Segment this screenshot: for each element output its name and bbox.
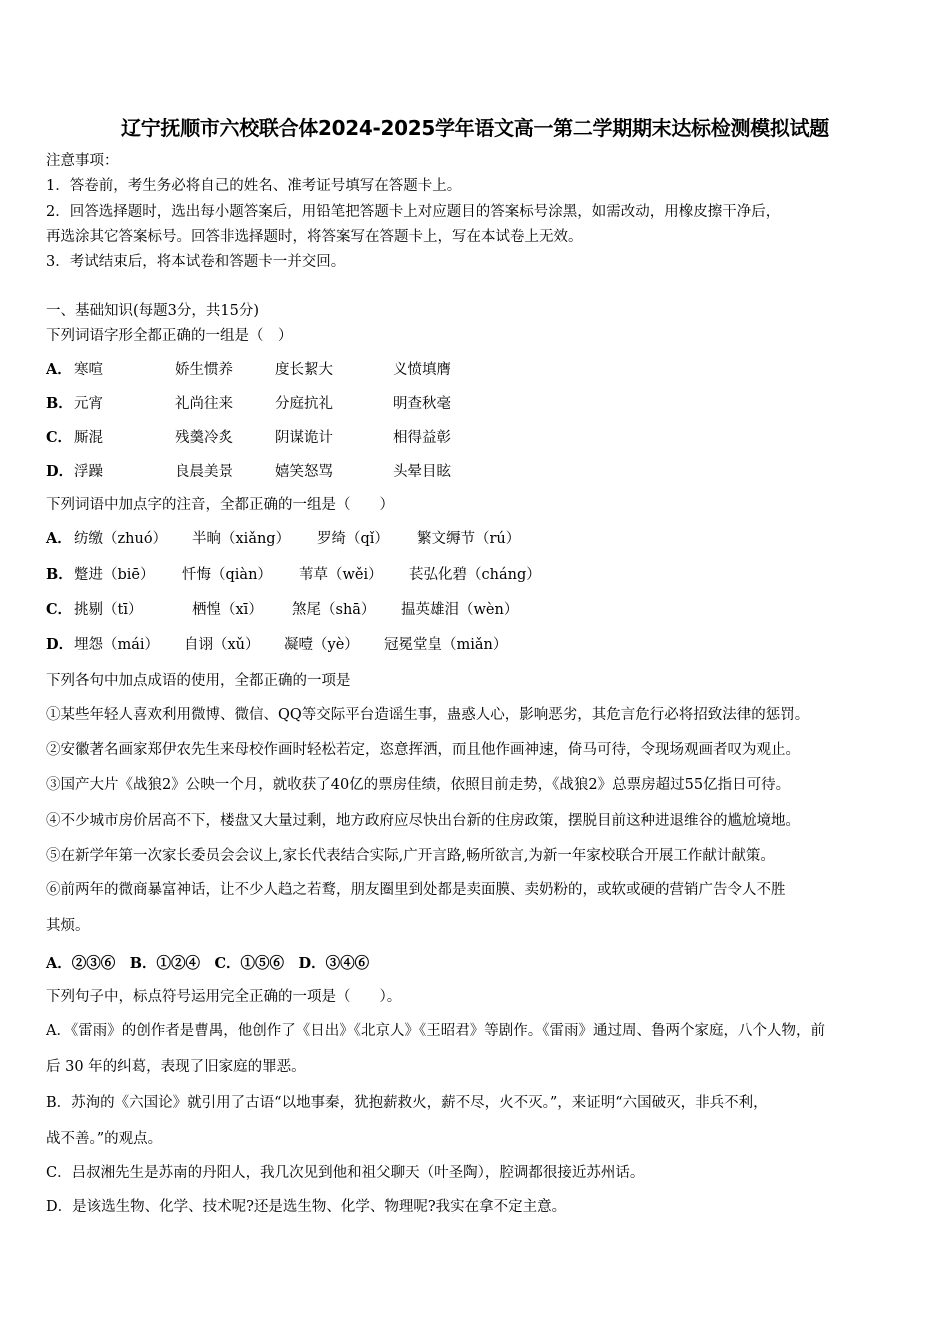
- option-label: D．: [46, 636, 74, 653]
- option-word: 嬉笑怒骂: [275, 464, 333, 480]
- notice-item: 2．回答选择题时，选出每小题答案后，用铅笔把答题卡上对应题目的答案标号涂黑，如需改动，用橡皮擦干净后，: [46, 204, 781, 220]
- q4-line: D．是该选生物、化学、技术呢?还是选生物、化学、物理呢?我实在拿不定主意。: [46, 1199, 567, 1215]
- q4-line: B．苏洵的《六国论》就引用了古语“以地事秦，犹抱薪救火，薪不尽，火不灭。”，来证明“六国破灭，非兵不利，: [46, 1095, 768, 1111]
- option-word: 相得益彰: [393, 430, 451, 446]
- option-item: 凝噎（yè）: [284, 637, 359, 653]
- option-item: 半晌（xiǎng）: [192, 531, 291, 547]
- option-word: 厮混: [74, 430, 103, 446]
- section-heading: 一、基础知识(每题3分，共15分): [46, 303, 259, 319]
- option-item: 蹩进（biē）: [74, 567, 155, 583]
- option-word: 阴谋诡计: [275, 430, 333, 446]
- q3-sentence: 其烦。: [46, 918, 90, 934]
- option-item: 自诩（xǔ）: [184, 637, 260, 653]
- q4-line: A．《雷雨》的创作者是曹禺，他创作了《日出》《北京人》《王昭君》等剧作。《雷雨》通过周、鲁两个家庭，八个人物，前: [46, 1023, 825, 1039]
- q3-answer-options: A．②③⑥ B．①②④ C．①⑤⑥ D．③④⑥: [46, 955, 370, 972]
- option-item: 挑剔（tī）: [74, 602, 143, 618]
- q3-sentence: ⑥前两年的微商暴富神话，让不少人趋之若鹜，朋友圈里到处都是卖面膜、卖奶粉的，或软或硬的营销广告令人不胜: [46, 882, 786, 898]
- question-4-stem: 下列句子中，标点符号运用完全正确的一项是（ ）。: [46, 989, 402, 1005]
- option-item: 罗绮（qǐ）: [317, 531, 389, 547]
- option-word: 浮躁: [74, 464, 103, 480]
- option-item: 煞尾（shā）: [292, 602, 376, 618]
- option-item: 埋怨（mái）: [74, 637, 160, 653]
- option-word: 分庭抗礼: [275, 396, 333, 412]
- q3-sentence: ②安徽著名画家郑伊农先生来母校作画时轻松若定，恣意挥洒，而且他作画神速，倚马可待，令现场观画者叹为观止。: [46, 742, 800, 758]
- option-label: C．: [46, 429, 73, 446]
- exam-title: 辽宁抚顺市六校联合体2024-2025学年语文高一第二学期期末达标检测模拟试题: [121, 116, 829, 140]
- option-item: 忏悔（qiàn）: [182, 567, 272, 583]
- option-word: 礼尚往来: [175, 396, 233, 412]
- option-label: A．: [46, 361, 72, 378]
- option-label: D．: [46, 463, 74, 480]
- option-item: 繁文缛节（rú）: [417, 531, 521, 547]
- option-item: 苌弘化碧（cháng）: [409, 567, 541, 583]
- notice-item: 1．答卷前，考生务必将自己的姓名、准考证号填写在答题卡上。: [46, 178, 462, 194]
- question-3-stem: 下列各句中加点成语的使用，全都正确的一项是: [46, 673, 351, 689]
- notice-heading: 注意事项：: [46, 153, 119, 169]
- option-word: 义愤填膺: [393, 362, 451, 378]
- option-label: B．: [46, 566, 73, 583]
- option-item: 栖惶（xī）: [192, 602, 263, 618]
- q4-line: C．吕叔湘先生是苏南的丹阳人，我几次见到他和祖父聊天（叶圣陶），腔调都很接近苏州话。: [46, 1165, 645, 1181]
- option-item: 纺缴（zhuó）: [74, 531, 168, 547]
- option-word: 良晨美景: [175, 464, 233, 480]
- option-item: 揾英雄泪（wèn）: [401, 602, 519, 618]
- option-word: 头晕目眩: [393, 464, 451, 480]
- option-label: A．: [46, 530, 72, 547]
- q4-line: 战不善。”的观点。: [46, 1131, 163, 1147]
- option-word: 娇生惯养: [175, 362, 233, 378]
- option-item: 冠冕堂皇（miǎn）: [384, 637, 508, 653]
- notice-item: 再选涂其它答案标号。回答非选择题时，将答案写在答题卡上，写在本试卷上无效。: [46, 229, 583, 245]
- option-label: B．: [46, 395, 73, 412]
- notice-item: 3．考试结束后，将本试卷和答题卡一并交回。: [46, 254, 346, 270]
- option-item: 苇草（wěi）: [299, 567, 383, 583]
- question-2-stem: 下列词语中加点字的注音，全都正确的一组是（ ）: [46, 497, 394, 513]
- q3-sentence: ③国产大片《战狼2》公映一个月，就收获了40亿的票房佳绩，依照目前走势，《战狼2》总票房超过55亿指日可待。: [46, 777, 791, 793]
- question-1-stem: 下列词语字形全都正确的一组是（ ）: [46, 328, 293, 344]
- q3-sentence: ⑤在新学年第一次家长委员会会议上,家长代表结合实际,广开言路,畅所欲言,为新一年家校联合开展工作献计献策。: [46, 848, 775, 864]
- option-word: 寒喧: [74, 362, 103, 378]
- q3-sentence: ①某些年轻人喜欢利用微博、微信、QQ等交际平台造谣生事，蛊惑人心，影响恶劣，其危言危行必将招致法律的惩罚。: [46, 707, 810, 723]
- q3-sentence: ④不少城市房价居高不下，楼盘又大量过剩，地方政府应尽快出台新的住房政策，摆脱目前这种进退维谷的尴尬境地。: [46, 813, 800, 829]
- option-word: 残羹冷炙: [175, 430, 233, 446]
- option-word: 明查秋毫: [393, 396, 451, 412]
- option-word: 元宵: [74, 396, 103, 412]
- q4-line: 后 30 年的纠葛，表现了旧家庭的罪恶。: [46, 1059, 306, 1075]
- option-word: 度长絜大: [275, 362, 333, 378]
- option-label: C．: [46, 601, 73, 618]
